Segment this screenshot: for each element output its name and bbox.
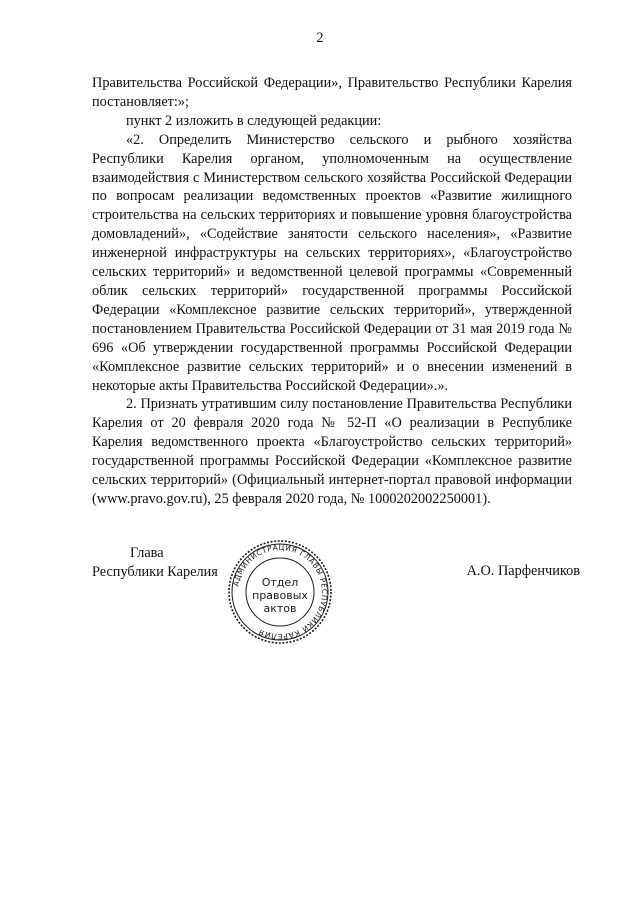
paragraph-point-2-intro: пункт 2 изложить в следующей редакции: [126,112,382,129]
stamp-ring-text: АДМИНИСТРАЦИЯ ГЛАВЫ РЕСПУБЛИКИ КАРЕЛИЯ [231,542,330,642]
official-stamp [226,538,334,646]
paragraph-continuation: Правительства Российской Федерации», Правительство Республики Карелия постановляет:»; [92,75,572,110]
paragraph-item-2: 2. Признать утратившим силу постановление Правительства Республики Карелия от 20 февраля 2020 года № 52-П «О реализации в Республике Карелия ведомственного проекта «Благоустройство сельских территорий» государственной программы Российской Федерации «Комплексное развитие сельских территорий» (Официальный интернет-портал правовой информации (www.pravo.gov.ru), 25 февраля 2020 года, № 1000202002250001). [92,396,572,507]
signature-block [92,538,580,648]
stamp-line1: Отдел [261,576,299,589]
paragraph-amended-point-2: «2. Определить Министерство сельского и рыбного хозяйства Республики Карелия органом, уполномоченным на осуществление взаимодействия с Министерством сельского хозяйства Российской Федерации по вопросам реализации ведомственных проектов «Развитие жилищного строительства на сельских территориях и повышение уровня благоустройства домовладений», «Содействие занятости сельского населения», «Развитие инженерной инфраструктуры на сельских территориях», «Благоустройство сельских территорий» и ведомственной целевой программы «Современный облик сельских территорий» государственной программы Российской Федерации «Комплексное развитие сельских территорий», утвержденной постановлением Правительства Российской Федерации от 31 мая 2019 года № 696 «Об утверждении государственной программы Российской Федерации «Комплексное развитие сельских территорий» и о внесении изменений в некоторые акты Правительства Российской Федерации».». [92,131,572,394]
signatory-title-line1: Глава [130,545,164,561]
document-body [92,74,572,509]
stamp-line2: правовых [252,589,308,602]
stamp-line3: актов [263,602,297,615]
signatory-name: А.О. Парфенчиков [466,563,580,579]
signatory-title [92,544,218,582]
signatory-title-line2: Республики Карелия [92,563,218,580]
page-number: 2 [316,30,324,46]
